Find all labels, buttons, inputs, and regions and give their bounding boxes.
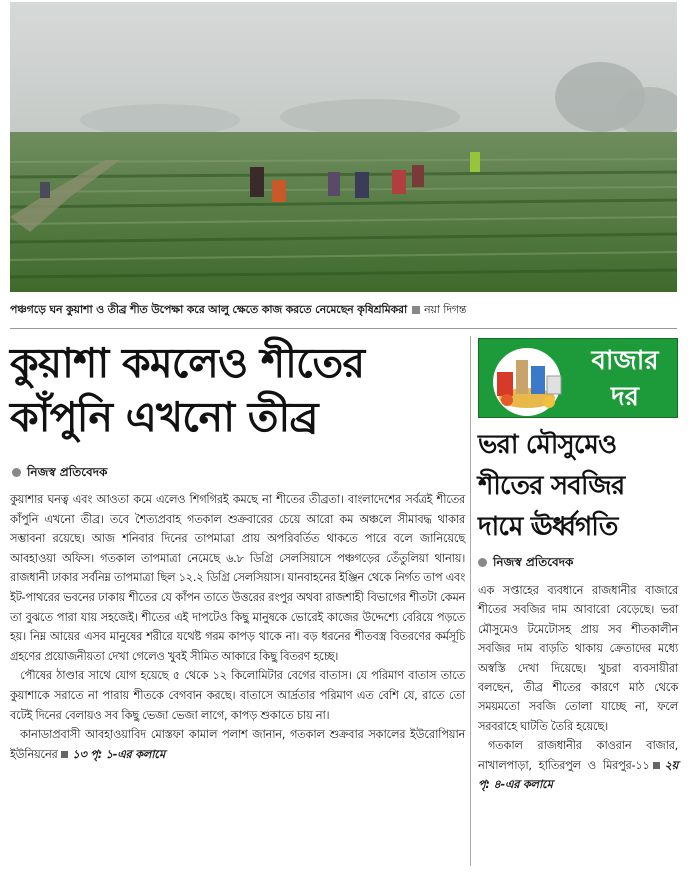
main-headline-line: কাঁপুনি এখনো তীব্র [10, 393, 318, 441]
sidebar-continued-link[interactable]: ২য় পৃ: ৪-এর কলামে [478, 757, 678, 792]
sidebar-byline [478, 554, 573, 574]
sidebar-headline-line: ভরা মৌসুমেও [478, 430, 617, 460]
sidebar-paragraph: এক সপ্তাহের ব্যবধানে রাজধানীর বাজারে শীতের সবজির দাম আবারো বেড়েছে। ভরা মৌসুমেও টমেটোসহ প্রায় সব শীতকালীন সবজির দাম বাড়তি থাকায় ক্রেতাদের মধ্যে অস্বস্তি দেখা দিয়েছে। খুচরা ব্যবসায়ীরা বলছেন, তীব্র শীতের কারণে মাঠ থেকে সময়মতো সবজি তোলা যাচ্ছে না, ফলে সরবরাহে ঘাটতি তৈরি হয়েছে। [478, 583, 678, 733]
bullet-icon [12, 468, 21, 477]
caption-text: পঞ্চগড়ে ঘন কুয়াশা ও তীব্র শীত উপেক্ষা করে আলু ক্ষেতে কাজ করতে নেমেছেন কৃষিশ্রমিকরা [10, 303, 408, 316]
section-banner-line: বাজার [591, 346, 659, 376]
main-article-body [10, 490, 465, 764]
caption-credit: নয়া দিগন্ত [424, 303, 467, 316]
sidebar-byline-text: নিজস্ব প্রতিবেদক [493, 555, 574, 569]
news-photo [10, 2, 677, 292]
square-bullet-icon [653, 762, 660, 769]
square-bullet-icon [61, 751, 68, 758]
sidebar-headline-line: দামে ঊর্ধ্বগতি [478, 512, 618, 542]
sidebar-headline-line: শীতের সবজির [478, 471, 625, 501]
photo-caption [10, 301, 677, 323]
main-headline [10, 336, 465, 444]
farm-field-photo-icon [10, 2, 677, 292]
market-goods-icon [483, 342, 575, 416]
main-continued-link[interactable]: ১৩ পৃ: ১-এর কলামে [72, 746, 165, 761]
main-headline-line: কুয়াশা কমলেও শীতের [10, 339, 365, 387]
section-banner-bazar [478, 338, 678, 418]
column-divider [470, 336, 471, 866]
main-paragraph: পৌষের ঠাণ্ডার সাথে যোগ হয়েছে ৫ থেকে ১২ কিলোমিটার বেগের বাতাস। যে পরিমাণ বাতাস তাতে কুয়াশাকে সরাতে না পারায় শীতকে বেগবান করছে। বাতাসে আর্দ্রতার পরিমাণ এত বেশি যে, রাতে তো বটেই দিনের বেলায়ও সব কিছু ভেজা ভেজা লাগে, কাপড় শুকাতে চায় না। [10, 668, 465, 722]
sidebar-article-body [478, 581, 678, 794]
main-paragraph: কুয়াশার ঘনত্ব এবং আওতা কমে এলেও শিগগিরই কমছে না শীতের তীব্রতা। বাংলাদেশের সর্বত্রই শীতের কাঁপুনি এখনো তীব্র। তবে শৈত্যপ্রবাহ গতকাল শুক্রবারের চেয়ে আরো কম অঞ্চলে সীমাবদ্ধ থাকার সম্ভাবনা রয়েছে। আজ শনিবার দিনের তাপমাত্রা প্রায় অপরিবর্তিত থাকতে পারে বলে জানিয়েছে আবহাওয়া অফিস। গতকাল তাপমাত্রা নেমেছে ৬.৮ ডিগ্রি সেলসিয়াসে পঞ্চগড়ের তেঁতুলিয়া থানায়। রাজধানী ঢাকার সর্বনিম্ন তাপমাত্রা ছিল ১২.২ ডিগ্রি সেলসিয়াস। যানবাহনের ইঞ্জিন থেকে নির্গত তাপ এবং ইট-পাথরের ভবনের ঢাকায় শীতের যে কাঁপন তাতে উত্তরের রংপুর অথবা রাজশাহী বিভাগের শীতটা কেমন তা বুঝতে পারা যায় সহজেই। শীতের এই দাপটেও কিছু মানুষকে ভোরেই কাজের উদ্দেশ্যে বেরিয়ে পড়তে হয়। নিম্ন আয়ের এসব মানুষের শরীরে যথেষ্ট গরম কাপড় থাকে না। বড় ধরনের শীতবস্ত্র বিতরণের কর্মসূচি গ্রহণের প্রয়োজনীয়তা দেখা গেলেও খুবই সীমিত আকারে কিছু বিতরণ হচ্ছে। [10, 492, 465, 663]
sidebar-paragraph-text: গতকাল রাজধানীর কাওরান বাজার, নাখালপাড়া, হাতিরপুল ও মিরপুর-১১ [478, 738, 678, 772]
sidebar-paragraph [478, 736, 678, 794]
main-paragraph [10, 725, 465, 764]
divider [10, 328, 677, 329]
main-byline [12, 464, 107, 484]
sidebar-headline [478, 425, 683, 548]
main-paragraph-text: কানাডাপ্রবাসী আবহাওয়াবিদ মোস্তফা কামাল পলাশ জানান, গতকাল শুক্রবার সকালের ইউরোপিয়ান ইউনিয়নের [10, 727, 465, 761]
section-banner-line: দর [611, 382, 639, 412]
square-bullet-icon [412, 306, 420, 314]
main-byline-text: নিজস্ব প্রতিবেদক [27, 465, 108, 479]
section-banner-title [575, 343, 675, 415]
bullet-icon [478, 558, 487, 567]
